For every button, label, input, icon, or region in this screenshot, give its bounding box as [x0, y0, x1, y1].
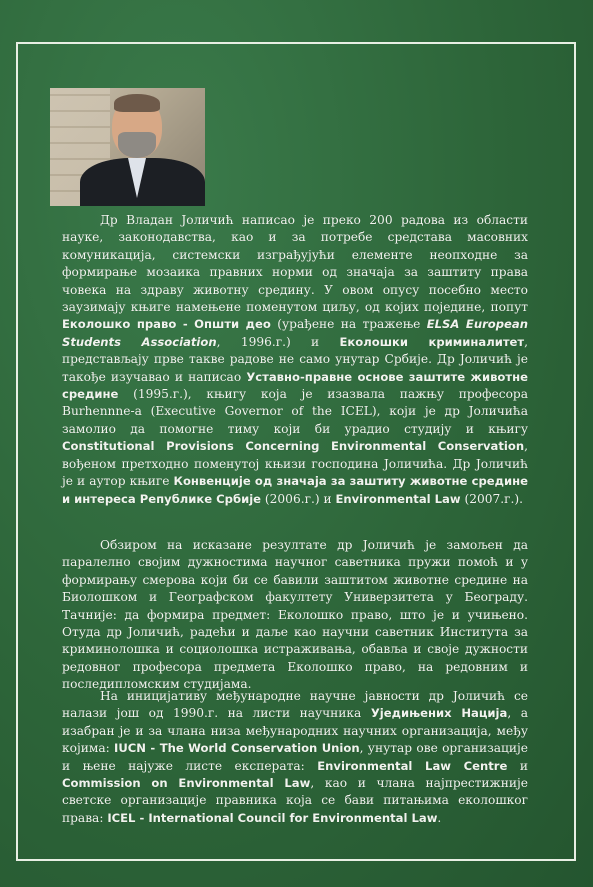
text-run: , унутар ове организације и њене најуже листе експерата: — [62, 741, 528, 773]
bio-paragraph-2 — [62, 537, 528, 694]
text-run: (2007.г.). — [460, 491, 524, 506]
text-run: , а изабран је и за члана низа међународних научних организација, међу којима: — [62, 706, 529, 756]
text-run: и — [507, 758, 529, 773]
text-run: Др Владан Јоличић написао је преко 200 радова из области науке, законодавства, као и за потребе средстава масовних комуникација, системски изграђујући елементе неопходне за формирање мозаика правних норми од значаја за заштиту права човека на здраву животну средину. У овом опусу посебно место заузимају књиге намењене поменутом циљу, од којих поједине, попут — [62, 213, 528, 315]
emphasis-term: ELSA European Students Association — [62, 317, 528, 349]
emphasis-term: Constitutional Provisions Concerning Environmental Conservation — [62, 439, 525, 454]
text-run: На иницијативу међународне научне јавности др Јоличић се налази још од 1990.г. на листи научника — [62, 689, 528, 721]
author-photo — [50, 88, 205, 206]
text-run: (2006.г.) и — [261, 491, 336, 506]
emphasis-term: Еколошко право - Општи део — [62, 317, 271, 332]
emphasis-term: ICEL - International Council for Environmental Law — [107, 810, 438, 825]
text-run: , као и члана најпрестижније светске организације правника која се бави питањима еколошког права: — [62, 776, 528, 825]
photo-beard — [118, 132, 156, 158]
emphasis-term: IUCN - The World Conservation Union — [114, 741, 360, 756]
emphasis-term: Уједињених Нација — [370, 706, 508, 721]
text-run: . — [437, 810, 442, 825]
emphasis-term: Конвенције од значаја за заштиту животне средине и интереса Републике Србије — [62, 474, 528, 506]
text-run: , 1996.г.) и — [216, 334, 340, 349]
emphasis-term: Environmental Law Centre — [317, 758, 508, 773]
text-run: , представљају прве такве радове не само унутар Србије. Др Јоличић је такође изучавао и написао — [62, 334, 529, 384]
emphasis-term: Commission on Environmental Law — [62, 776, 311, 791]
text-run: (урађене на тражење — [270, 317, 427, 332]
bio-paragraph-3 — [62, 688, 528, 827]
emphasis-term: Уставно-правне основе заштите животне средине — [62, 369, 528, 402]
emphasis-term: Environmental Law — [335, 491, 461, 506]
bio-paragraph-1 — [62, 212, 528, 508]
photo-hair — [114, 94, 160, 112]
text-run: Обзиром на исказане резултате др Јоличић је замољен да паралелно својим дужностима научног саветника пружи помоћ и у формирању смерова који би се бавили заштитом животне средине на Биолошком и Географском факултету Универзитета у Београду. Тачније: да формира предмет: Еколошко право, што је и учињено. Отуда др Јоличић, радећи и даље као научни саветник Института за криминолошка и социолошка истраживања, обавља и своје дужности редовног професора предмета Еколошко право, на редовним и последипломским студијама. — [62, 538, 528, 692]
text-run: , вођеном претходно поменутој књизи господина Јоличића. Др Јоличић је и аутор књиге — [62, 439, 528, 489]
text-run: (1995.г.), књигу која је изазвала пажњу професора Burhennne-a (Executive Governor of the ICEL), који је др Јоличића замолио да помогне тиму који би урадио студију и књигу — [62, 387, 528, 436]
emphasis-term: Еколошки криминалитет — [339, 334, 525, 349]
